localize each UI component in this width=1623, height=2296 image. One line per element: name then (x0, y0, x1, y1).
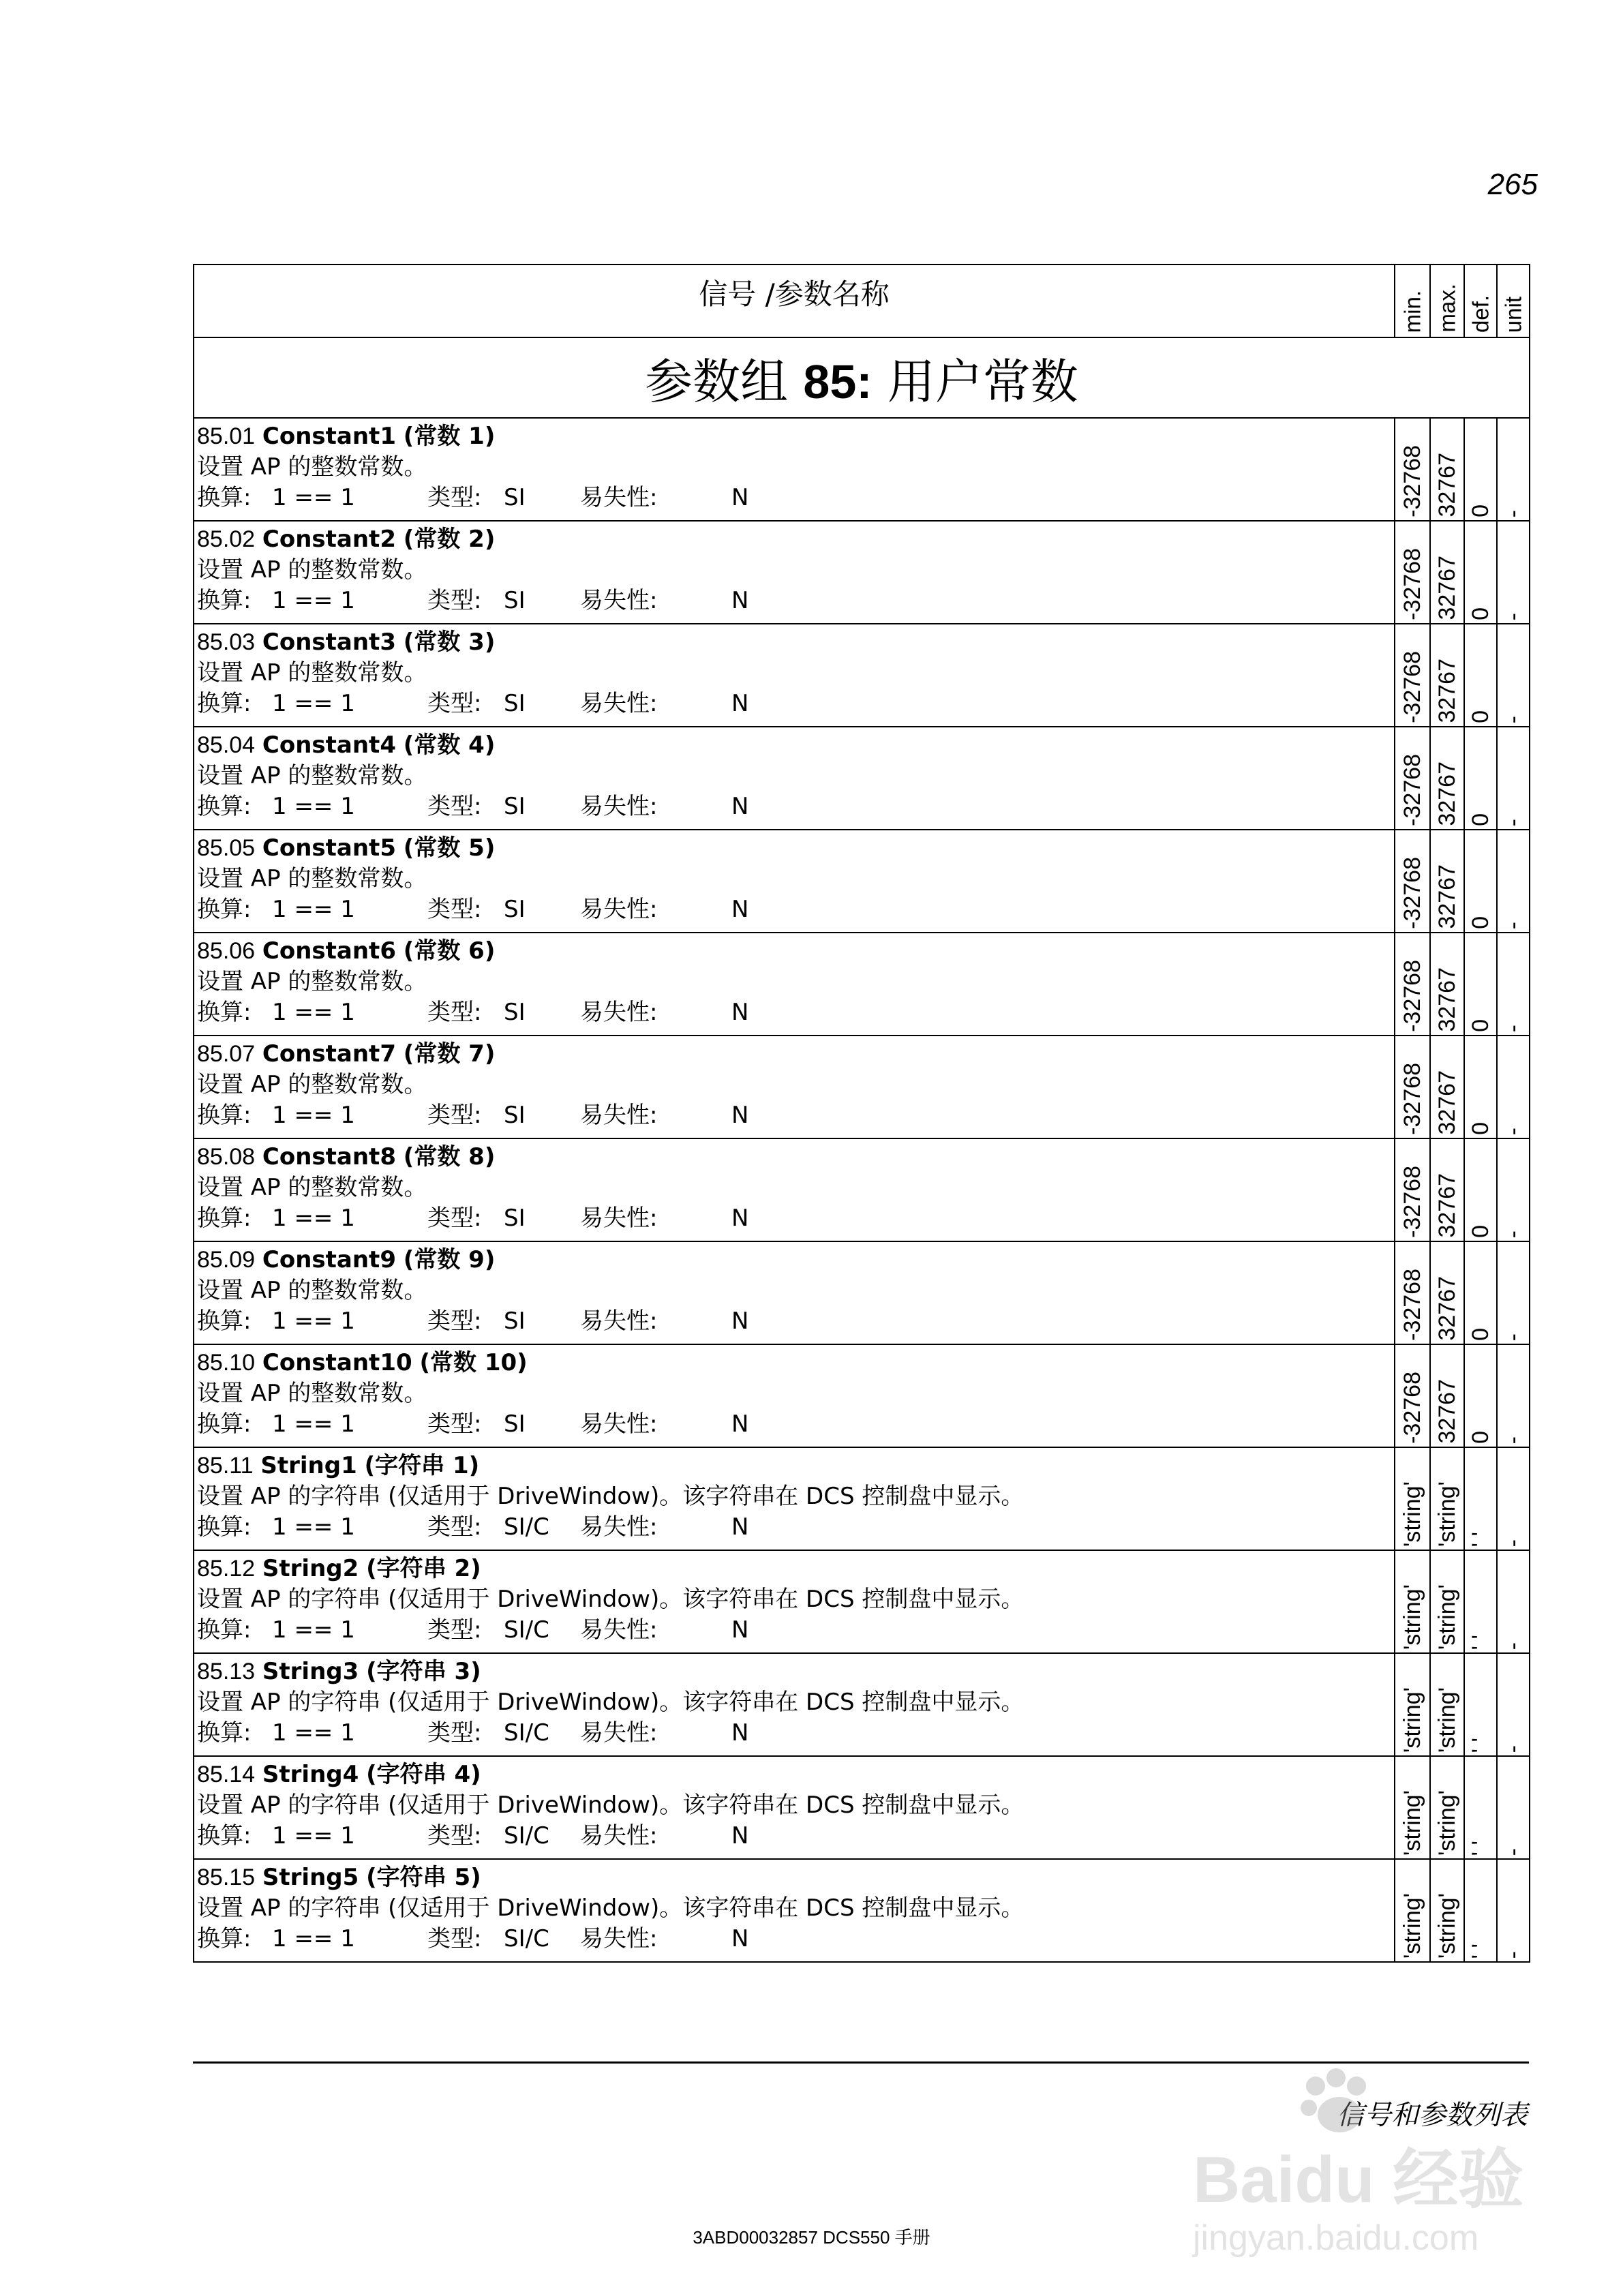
volatile-value: N (731, 1308, 749, 1335)
max-value: 32767 (1434, 1070, 1460, 1135)
volatile-label: 易失性: (580, 1102, 658, 1129)
parameter-name-cn: (常数 3) (403, 629, 496, 656)
conversion-value: 1 == 1 (272, 1513, 355, 1541)
default-value: 0 (1468, 504, 1493, 517)
parameter-cell (194, 1138, 1395, 1241)
unit-value: - (1500, 921, 1526, 929)
parameter-name-cn: (常数 4) (403, 731, 496, 759)
type-label: 类型: (427, 1205, 482, 1232)
volatile-label: 易失性: (580, 793, 658, 820)
parameter-name-cn: (常数 10) (419, 1349, 528, 1376)
type-value: SI (504, 896, 526, 923)
volatile-label: 易失性: (580, 1308, 658, 1335)
volatile-label: 易失性: (580, 1513, 658, 1541)
parameter-cell (194, 1344, 1395, 1447)
max-value: 'string' (1434, 1687, 1460, 1753)
min-value: -32768 (1399, 445, 1425, 517)
parameter-cell (194, 624, 1395, 727)
unit-value: - (1500, 818, 1526, 826)
unit-value: - (1500, 1024, 1526, 1032)
min-value: 'string' (1399, 1481, 1425, 1547)
max-value: 32767 (1434, 967, 1460, 1032)
parameter-attributes (197, 483, 1391, 513)
default-value: 0 (1468, 1019, 1493, 1032)
parameter-row (194, 727, 1530, 830)
volatile-value: N (731, 896, 749, 923)
volatile-label: 易失性: (580, 1410, 658, 1438)
volatile-label: 易失性: (580, 999, 658, 1026)
parameter-description: 设置 AP 的整数常数。 (197, 1071, 427, 1098)
conversion-value: 1 == 1 (272, 1205, 355, 1232)
column-max: max. (1434, 284, 1460, 333)
volatile-value: N (731, 1925, 749, 1952)
volatile-value: N (731, 1513, 749, 1541)
conversion-value: 1 == 1 (272, 1822, 355, 1849)
type-label: 类型: (427, 484, 482, 511)
parameter-attributes (197, 1924, 1391, 1954)
parameter-name-cn: (常数 1) (403, 423, 496, 450)
parameter-attributes (197, 791, 1391, 822)
volatile-value: N (731, 1205, 749, 1232)
unit-value: - (1500, 612, 1526, 620)
volatile-value: N (731, 484, 749, 511)
parameter-attributes (197, 1306, 1391, 1337)
min-value: -32768 (1399, 548, 1425, 620)
type-value: SI (504, 1410, 526, 1438)
parameter-id: 85.10 (197, 1350, 256, 1376)
parameter-description: 设置 AP 的整数常数。 (197, 556, 427, 584)
default-value: 0 (1468, 710, 1493, 723)
parameter-name: Constant1 (262, 423, 396, 450)
parameter-cell (194, 933, 1395, 1036)
type-label: 类型: (427, 1308, 482, 1335)
column-def: def. (1468, 294, 1493, 333)
parameter-name-cn: (字符串 5) (366, 1864, 481, 1891)
conversion-value: 1 == 1 (272, 587, 355, 614)
column-unit: unit (1500, 296, 1526, 333)
baidu-jingyan-watermark (1152, 2059, 1534, 2263)
parameter-cell (194, 1241, 1395, 1344)
min-value: 'string' (1399, 1687, 1425, 1753)
parameter-attributes (197, 1512, 1391, 1543)
parameter-name-cn: (字符串 1) (364, 1452, 480, 1479)
type-value: SI (504, 587, 526, 614)
parameter-name: String3 (262, 1658, 359, 1685)
default-value: 0 (1468, 607, 1493, 620)
conversion-label: 换算: (197, 1616, 252, 1644)
parameter-description: 设置 AP 的整数常数。 (197, 1277, 427, 1304)
volatile-label: 易失性: (580, 587, 658, 614)
conversion-value: 1 == 1 (272, 793, 355, 820)
type-label: 类型: (427, 1925, 482, 1952)
conversion-label: 换算: (197, 1308, 252, 1335)
min-value: -32768 (1399, 1166, 1425, 1238)
min-value: 'string' (1399, 1584, 1425, 1650)
min-value: -32768 (1399, 651, 1425, 723)
volatile-value: N (731, 1822, 749, 1849)
conversion-label: 换算: (197, 1513, 252, 1541)
parameter-id: 85.14 (197, 1762, 256, 1787)
conversion-label: 换算: (197, 793, 252, 820)
conversion-label: 换算: (197, 896, 252, 923)
conversion-label: 换算: (197, 1205, 252, 1232)
max-value: 32767 (1434, 453, 1460, 517)
type-label: 类型: (427, 1616, 482, 1644)
parameter-row (194, 1036, 1530, 1138)
default-value: 0 (1468, 813, 1493, 826)
footer-section-title: 信号和参数列表 (1337, 2100, 1528, 2131)
type-value: SI (504, 484, 526, 511)
column-min: min. (1399, 290, 1425, 333)
max-value: 'string' (1434, 1789, 1460, 1856)
parameter-id: 85.08 (197, 1144, 256, 1170)
parameter-description: 设置 AP 的字符串 (仅适用于 DriveWindow)。该字符串在 DCS 控制盘中显示。 (197, 1586, 1025, 1613)
type-value: SI/C (504, 1925, 549, 1952)
parameter-name-cn: (常数 5) (403, 834, 496, 862)
parameter-attributes (197, 1615, 1391, 1646)
type-value: SI (504, 1205, 526, 1232)
parameter-name-cn: (常数 9) (403, 1246, 496, 1273)
parameter-row (194, 1653, 1530, 1756)
parameter-row (194, 1241, 1530, 1344)
conversion-value: 1 == 1 (272, 999, 355, 1026)
parameter-id: 85.02 (197, 526, 256, 552)
max-value: 32767 (1434, 761, 1460, 826)
type-value: SI/C (504, 1822, 549, 1849)
default-value: 0 (1468, 916, 1493, 929)
parameter-row (194, 1550, 1530, 1653)
parameter-description: 设置 AP 的整数常数。 (197, 968, 427, 995)
parameter-name: Constant10 (262, 1349, 412, 1376)
type-value: SI (504, 999, 526, 1026)
parameter-name: Constant4 (262, 731, 396, 759)
parameter-id: 85.07 (197, 1041, 256, 1067)
volatile-label: 易失性: (580, 690, 658, 717)
type-label: 类型: (427, 1719, 482, 1747)
unit-value: - (1500, 1847, 1526, 1856)
parameter-description: 设置 AP 的整数常数。 (197, 453, 427, 481)
parameter-id: 85.12 (197, 1556, 256, 1582)
unit-value: - (1500, 1744, 1526, 1753)
document-id: 3ABD00032857 DCS550 手册 (693, 2227, 930, 2248)
default-value: 0 (1468, 1431, 1493, 1444)
volatile-label: 易失性: (580, 484, 658, 511)
type-value: SI (504, 1308, 526, 1335)
parameter-id: 85.06 (197, 938, 256, 964)
unit-value: - (1500, 1642, 1526, 1650)
type-value: SI (504, 1102, 526, 1129)
parameter-cell (194, 1756, 1395, 1859)
type-label: 类型: (427, 999, 482, 1026)
conversion-value: 1 == 1 (272, 1308, 355, 1335)
parameter-row (194, 1756, 1530, 1859)
parameter-attributes (197, 894, 1391, 925)
conversion-label: 换算: (197, 484, 252, 511)
parameter-name-cn: (字符串 4) (366, 1761, 481, 1788)
max-value: 'string' (1434, 1892, 1460, 1959)
volatile-value: N (731, 1410, 749, 1438)
unit-value: - (1500, 1230, 1526, 1238)
type-value: SI (504, 793, 526, 820)
conversion-value: 1 == 1 (272, 1410, 355, 1438)
parameter-name-cn: (字符串 3) (366, 1658, 481, 1685)
parameter-row (194, 1138, 1530, 1241)
type-label: 类型: (427, 896, 482, 923)
type-value: SI/C (504, 1719, 549, 1747)
conversion-label: 换算: (197, 1822, 252, 1849)
parameter-cell (194, 521, 1395, 624)
type-label: 类型: (427, 793, 482, 820)
volatile-label: 易失性: (580, 1616, 658, 1644)
volatile-label: 易失性: (580, 896, 658, 923)
parameter-attributes (197, 1718, 1391, 1749)
parameter-name: Constant5 (262, 834, 396, 862)
conversion-value: 1 == 1 (272, 1925, 355, 1952)
parameter-description: 设置 AP 的整数常数。 (197, 1174, 427, 1201)
parameter-id: 85.09 (197, 1247, 256, 1273)
parameter-attributes (197, 586, 1391, 616)
type-label: 类型: (427, 1102, 482, 1129)
parameter-name-cn: (常数 6) (403, 937, 496, 965)
conversion-label: 换算: (197, 1719, 252, 1747)
table-header-row (194, 265, 1530, 337)
parameter-name: Constant7 (262, 1040, 396, 1068)
parameter-description: 设置 AP 的整数常数。 (197, 762, 427, 789)
parameter-attributes (197, 1409, 1391, 1440)
parameter-name-cn: (常数 2) (403, 526, 496, 553)
default-value: ' ' (1468, 1943, 1493, 1959)
max-value: 'string' (1434, 1481, 1460, 1547)
parameter-name: Constant2 (262, 526, 396, 553)
parameter-attributes (197, 1100, 1391, 1131)
min-value: 'string' (1399, 1892, 1425, 1959)
watermark-brand: Baidu 经验 (1193, 2143, 1524, 2216)
default-value: ' ' (1468, 1840, 1493, 1856)
volatile-value: N (731, 690, 749, 717)
group-title-row (194, 337, 1530, 418)
max-value: 32767 (1434, 864, 1460, 929)
parameter-attributes (197, 997, 1391, 1028)
parameter-description: 设置 AP 的整数常数。 (197, 865, 427, 892)
conversion-label: 换算: (197, 1925, 252, 1952)
default-value: 0 (1468, 1122, 1493, 1135)
parameter-name: String5 (262, 1864, 359, 1891)
parameter-cell (194, 1653, 1395, 1756)
min-value: -32768 (1399, 1269, 1425, 1341)
parameter-attributes (197, 1203, 1391, 1234)
unit-value: - (1500, 1436, 1526, 1444)
conversion-label: 换算: (197, 690, 252, 717)
parameter-cell (194, 1859, 1395, 1962)
parameter-name: Constant6 (262, 937, 396, 965)
parameter-row (194, 1344, 1530, 1447)
unit-value: - (1500, 1950, 1526, 1959)
parameter-cell (194, 830, 1395, 933)
default-value: ' ' (1468, 1737, 1493, 1753)
volatile-label: 易失性: (580, 1719, 658, 1747)
volatile-value: N (731, 793, 749, 820)
group-title: 参数组 85: 用户常数 (194, 337, 1530, 418)
max-value: 'string' (1434, 1584, 1460, 1650)
max-value: 32767 (1434, 1276, 1460, 1341)
parameter-row (194, 1447, 1530, 1550)
conversion-value: 1 == 1 (272, 484, 355, 511)
conversion-value: 1 == 1 (272, 690, 355, 717)
parameter-name-cn: (字符串 2) (366, 1555, 481, 1582)
min-value: -32768 (1399, 1063, 1425, 1135)
parameter-cell (194, 1036, 1395, 1138)
parameter-row (194, 521, 1530, 624)
parameter-id: 85.03 (197, 629, 256, 655)
parameter-row (194, 933, 1530, 1036)
column-title-signal-parameter-name: 信号 /参数名称 (194, 265, 1395, 337)
parameter-description: 设置 AP 的字符串 (仅适用于 DriveWindow)。该字符串在 DCS 控制盘中显示。 (197, 1792, 1025, 1819)
max-value: 32767 (1434, 556, 1460, 620)
unit-value: - (1500, 715, 1526, 723)
min-value: -32768 (1399, 1372, 1425, 1444)
min-value: -32768 (1399, 857, 1425, 929)
parameter-name: String4 (262, 1761, 359, 1788)
conversion-value: 1 == 1 (272, 1102, 355, 1129)
parameter-cell (194, 727, 1395, 830)
conversion-label: 换算: (197, 1410, 252, 1438)
min-value: -32768 (1399, 960, 1425, 1032)
min-value: -32768 (1399, 754, 1425, 826)
default-value: ' ' (1468, 1634, 1493, 1650)
parameter-description: 设置 AP 的字符串 (仅适用于 DriveWindow)。该字符串在 DCS 控制盘中显示。 (197, 1689, 1025, 1716)
parameter-cell (194, 1550, 1395, 1653)
parameter-table (193, 264, 1530, 1963)
parameter-id: 85.05 (197, 835, 256, 861)
parameter-description: 设置 AP 的整数常数。 (197, 1380, 427, 1407)
volatile-value: N (731, 587, 749, 614)
parameter-name: String2 (262, 1555, 359, 1582)
parameter-description: 设置 AP 的字符串 (仅适用于 DriveWindow)。该字符串在 DCS 控制盘中显示。 (197, 1894, 1025, 1922)
conversion-value: 1 == 1 (272, 1719, 355, 1747)
type-label: 类型: (427, 1822, 482, 1849)
parameter-row (194, 624, 1530, 727)
type-value: SI/C (504, 1513, 549, 1541)
watermark-url: jingyan.baidu.com (1193, 2218, 1479, 2258)
parameter-name: Constant8 (262, 1143, 396, 1170)
conversion-label: 换算: (197, 1102, 252, 1129)
default-value: 0 (1468, 1225, 1493, 1238)
max-value: 32767 (1434, 1173, 1460, 1238)
parameter-id: 85.13 (197, 1659, 256, 1685)
volatile-value: N (731, 999, 749, 1026)
parameter-id: 85.11 (197, 1453, 254, 1479)
conversion-value: 1 == 1 (272, 1616, 355, 1644)
conversion-label: 换算: (197, 999, 252, 1026)
parameter-row (194, 830, 1530, 933)
unit-value: - (1500, 1333, 1526, 1341)
volatile-value: N (731, 1102, 749, 1129)
volatile-value: N (731, 1719, 749, 1747)
volatile-label: 易失性: (580, 1205, 658, 1232)
type-label: 类型: (427, 1410, 482, 1438)
parameter-cell (194, 1447, 1395, 1550)
parameter-name: String1 (260, 1452, 357, 1479)
type-value: SI/C (504, 1616, 549, 1644)
parameter-attributes (197, 689, 1391, 719)
type-label: 类型: (427, 587, 482, 614)
default-value: 0 (1468, 1328, 1493, 1341)
page-number: 265 (1487, 168, 1538, 201)
unit-value: - (1500, 1539, 1526, 1547)
parameter-name: Constant9 (262, 1246, 396, 1273)
max-value: 32767 (1434, 659, 1460, 723)
parameter-name: Constant3 (262, 629, 396, 656)
parameter-name-cn: (常数 7) (403, 1040, 496, 1068)
type-label: 类型: (427, 690, 482, 717)
volatile-label: 易失性: (580, 1925, 658, 1952)
parameter-row (194, 418, 1530, 521)
volatile-value: N (731, 1616, 749, 1644)
unit-value: - (1500, 509, 1526, 517)
default-value: ' ' (1468, 1531, 1493, 1547)
parameter-id: 85.04 (197, 732, 256, 758)
type-label: 类型: (427, 1513, 482, 1541)
parameter-row (194, 1859, 1530, 1962)
conversion-value: 1 == 1 (272, 896, 355, 923)
min-value: 'string' (1399, 1789, 1425, 1856)
parameter-name-cn: (常数 8) (403, 1143, 496, 1170)
parameter-description: 设置 AP 的整数常数。 (197, 659, 427, 686)
unit-value: - (1500, 1127, 1526, 1135)
max-value: 32767 (1434, 1379, 1460, 1444)
parameter-id: 85.15 (197, 1864, 256, 1890)
volatile-label: 易失性: (580, 1822, 658, 1849)
parameter-description: 设置 AP 的字符串 (仅适用于 DriveWindow)。该字符串在 DCS 控制盘中显示。 (197, 1483, 1025, 1510)
type-value: SI (504, 690, 526, 717)
parameter-id: 85.01 (197, 423, 256, 449)
conversion-label: 换算: (197, 587, 252, 614)
parameter-attributes (197, 1821, 1391, 1852)
parameter-cell (194, 418, 1395, 521)
